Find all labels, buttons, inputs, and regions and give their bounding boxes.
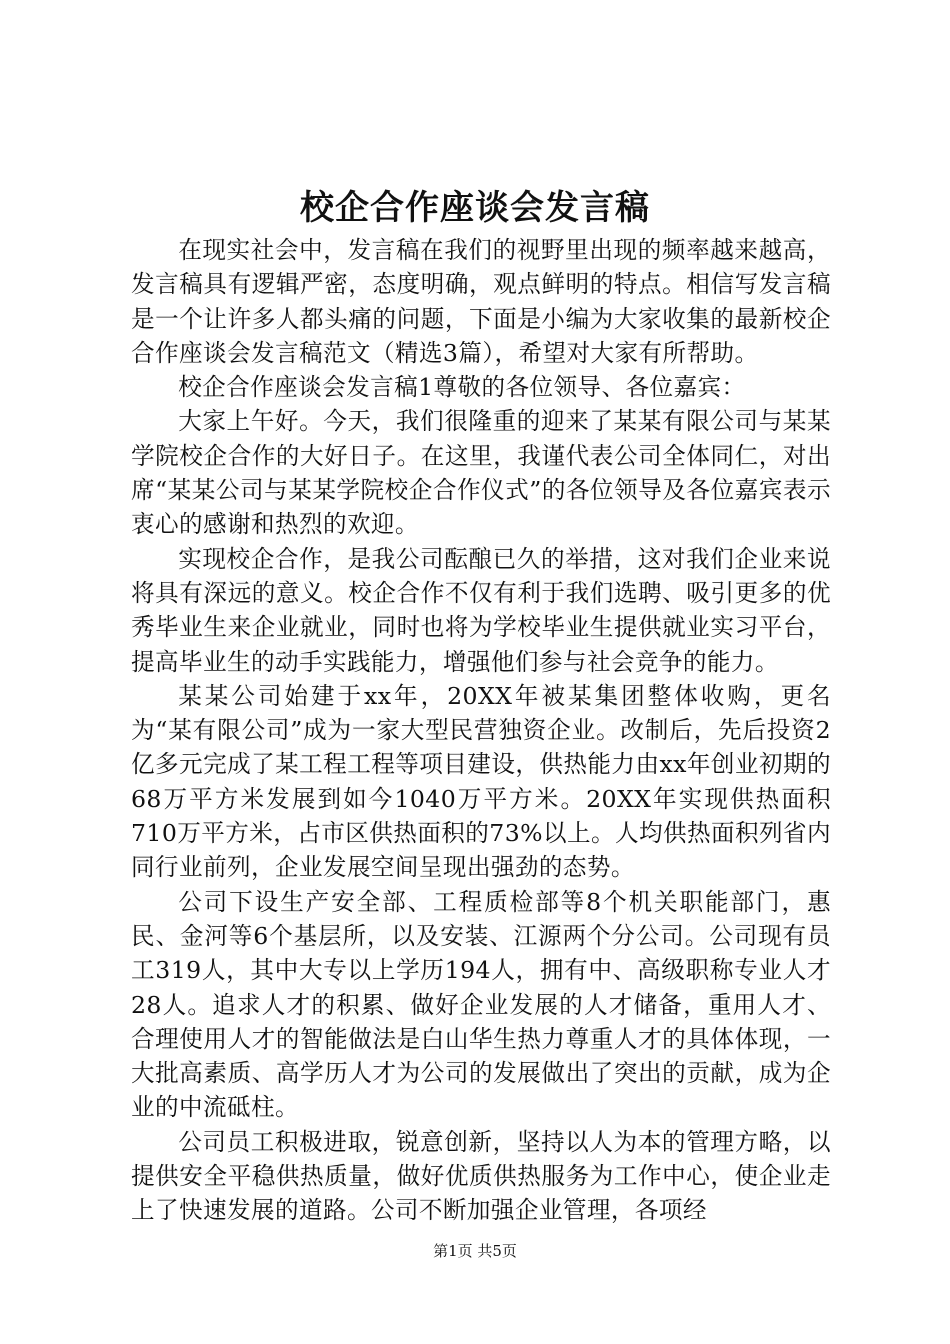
page-number-footer: 第1页 共5页 bbox=[433, 1242, 517, 1260]
intro-paragraph: 在现实社会中，发言稿在我们的视野里出现的频率越来越高，发言稿具有逻辑严密，态度明确，观点鲜明的特点。相信写发言稿是一个让许多人都头痛的问题，下面是小编为大家收集的最新校企合作座谈会发言稿范文（精选3篇），希望对大家有所帮助。 bbox=[131, 236, 831, 367]
welcome-paragraph: 大家上午好。今天，我们很隆重的迎来了某某有限公司与某某学院校企合作的大好日子。在这里，我谨代表公司全体同仁，对出席“某某公司与某某学院校企合作仪式”的各位领导及各位嘉宾表示衷心的感谢和热烈的欢迎。 bbox=[131, 407, 831, 539]
cooperation-paragraph: 实现校企合作，是我公司酝酿已久的举措，这对我们企业来说将具有深远的意义。校企合作不仅有利于我们选聘、吸引更多的优秀毕业生来企业就业，同时也将为学校毕业生提供就业实习平台，提高毕业生的动手实践能力，增强他们参与社会竞争的能力。 bbox=[131, 544, 831, 676]
document-body bbox=[131, 233, 831, 1228]
company-structure-paragraph: 公司下设生产安全部、工程质检部等8个机关职能部门，惠民、金河等6个基层所，以及安装、江源两个分公司。公司现有员工319人，其中大专以上学历194人，拥有中、高级职称专业人才28人。追求人才的积累、做好企业发展的人才储备，重用人才、合理使用人才的智能做法是白山华生热力尊重人才的具体体现，一大批高素质、高学历人才为公司的发展做出了突出的贡献，成为企业的中流砥柱。 bbox=[131, 887, 831, 1122]
speech-salutation: 校企合作座谈会发言稿1尊敬的各位领导、各位嘉宾： bbox=[178, 373, 746, 402]
company-culture-paragraph: 公司员工积极进取，锐意创新，坚持以人为本的管理方略，以提供安全平稳供热质量，做好优质供热服务为工作中心，使企业走上了快速发展的道路。公司不断加强企业管理，各项经 bbox=[131, 1127, 831, 1225]
company-history-paragraph: 某某公司始建于xx年，20XX年被某集团整体收购，更名为“某有限公司”成为一家大型民营独资企业。改制后，先后投资2亿多元完成了某工程工程等项目建设，供热能力由xx年创业初期的68万平方米发展到如今1040万平方米。20XX年实现供热面积710万平方米，占市区供热面积的73%以上。人均供热面积列省内同行业前列，企业发展空间呈现出强劲的态势。 bbox=[131, 681, 831, 882]
document-title: 校企合作座谈会发言稿 bbox=[300, 188, 650, 228]
